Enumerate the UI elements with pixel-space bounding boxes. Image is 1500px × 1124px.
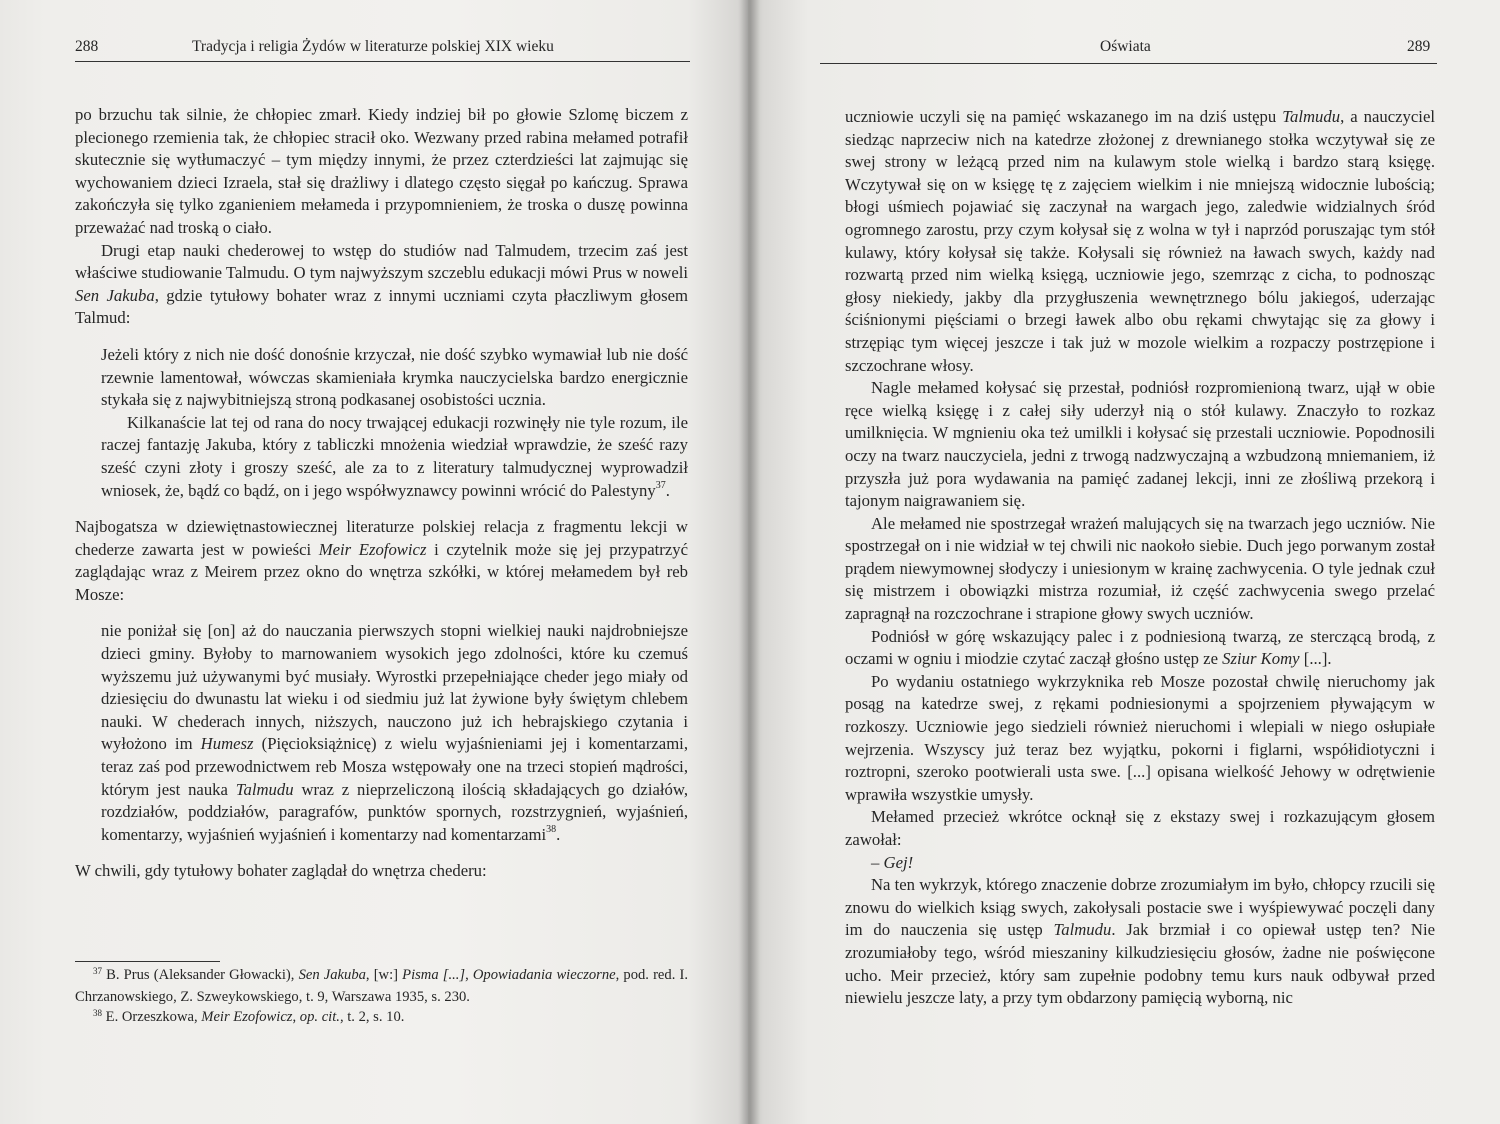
footnote-37: $^{37}$ B. Prus (Aleksander Głowacki), Sen Jakuba, [w:] Pisma [...], Opowiadania wieczorne, pod. red. I. Chrzanowskiego, Z. Szweykowskiego, t. 9, Warszawa 1935, s. 230. [75,966,688,1005]
left-header-rule [75,61,690,62]
left-paragraph: Jeżeli który z nich nie dość donośnie krzyczał, nie dość szybko wymawiał lub nie dość rzewnie lamentował, wówczas skamieniała krymka nauczycielska bardzo energicznie stykała się z najwybitniejszą stroną podkasanej osobistości ucznia. [101,344,688,410]
right-paragraph: Ale mełamed nie spostrzegał wrażeń malujących się na twarzach jego uczniów. Nie spostrzegał on i nie widział w tej chwili nic naokoło siebie. Duch jego porwanym został prądem niewymownej słodyczy i uniesionym w krainę zachwycenia. O tyle jednak czuł się mistrzem i obowiązki mistrza rozumiał, iż część zachwycenia swego przelać zapragnął na rozczochrane i strapione głowy swych uczniów. [845,513,1435,624]
right-paragraph: Po wydaniu ostatniego wykrzyknika reb Mosze pozostał chwilę nieruchomy jak posąg na katedrze swej, z rękami podniesionymi a spojrzeniem pływającym w rozkoszy. Uczniowie jego siedzieli również nieruchomi i wlepiali w niego osłupiałe wejrzenia. Wszyscy już teraz bez wyjątku, pokorni i figlarni, współidiotyczni i roztropni, szeroko pootwierali usta swe. [...] opisana wielkość Jehowy w odrętwienie wprawiła wszystkie umysły. [845,671,1435,804]
left-body-text [75,104,688,883]
footnote-number: 38 [93,1008,102,1018]
right-paragraph: Na ten wykrzyk, którego znaczenie dobrze zrozumiałym im było, chłopcy rzucili się znowu do wielkich ksiąg swych, zakołysali postacie swe i wyśpiewywać poczęli dany im do nauczenia się ustęp Talmudu. Jak brzmiał i co opiewał ustęp ten? Nie zrozumiałoby tego, wśród mieszaniny kilkudziesięciu głosów, żadne nie poświęcone ucho. Meir przecież, który sam zupełnie podobny temu kurs nauk odbywał przed niewielu jeszcze laty, a przy tym obdarzony pamięcią wyborną, nic [845,875,1435,1008]
footnote-38: $^{38}$ E. Orzeszkowa, Meir Ezofowicz, op. cit., t. 2, s. 10. [93,1008,405,1025]
right-paragraph: Nagle mełamed kołysać się przestał, podniósł rozpromienioną twarz, ujął w obie ręce wielką księgę i z całej siły uderzył nią o stół kulawy. Znaczyło to rozkaz umilknięcia. W mgnieniu oka też umilkli i kołysać się przestali uczniowie. Popodnosili oczy na twarz nauczyciela, jedni z trwogą nadzwyczajną a wzbudzoną mniemaniem, iż przyszła już pora wydawania na pamięć zadanej lekcji, inni ze złośliwą przekorą i tajonym naigrawaniem się. [845,378,1435,511]
footnote-rule [75,961,220,962]
left-paragraph: Drugi etap nauki chederowej to wstęp do studiów nad Talmudem, trzecim zaś jest właściwe studiowanie Talmudu. O tym najwyższym szczeblu edukacji mówi Prus w noweli Sen Jakuba, gdzie tytułowy bohater wraz z innymi uczniami czyta płaczliwym głosem Talmud: [75,240,688,328]
right-paragraph: Podniósł w górę wskazujący palec i z podniesioną twarzą, ze sterczącą brodą, z oczami w ogniu i miodzie czytać zaczął głośno ustęp ze Sziur Komy [...]. [845,626,1435,669]
book-gutter-shadow [738,0,760,1124]
left-paragraph: nie poniżał się [on] aż do nauczania pierwszych stopni wielkiej nauki najdrobniejsze dzieci gminy. Byłoby to marnowaniem wysokich jego zdolności, które ku czemuś wyższemu już używanymi być musiały. Wyrostki przepełniające cheder jego miały od dziesięciu do dwunastu lat wieku i od siedmiu już lat żywione były świętym chlebem nauki. W chederach innych, niższych, nauczono już ich hebrajskiego czytania i wyłożono im Humesz (Pięcioksiążnicę) z wielu wyjaśnieniami jej i komentarzami, teraz zaś pod przewodnictwem reb Mosza wstępowały one na trzeci stopień mądrości, którym jest nauka Talmudu wraz z nieprzeliczoną ilością składających go działów, rozdziałów, poddziałów, paragrafów, punktów spornych, rozstrzygnień, wyjaśnień, komentarzy, wyjaśnień wyjaśnień i komentarzy nad komentarzami$^{38}$. [101,621,688,844]
right-header-rule [820,63,1437,64]
left-paragraph: Najbogatsza w dziewiętnastowiecznej literaturze polskiej relacja z fragmentu lekcji w chederze zawarta jest w powieści Meir Ezofowicz i czytelnik może się jej przypatrzyć zaglądając wraz z Meirem przez okno do wnętrza szkółki, w której mełamedem był reb Mosze: [75,517,689,604]
left-paragraph: W chwili, gdy tytułowy bohater zaglądał do wnętrza chederu: [75,861,487,881]
left-paragraph: po brzuchu tak silnie, że chłopiec zmarł. Kiedy indziej bił po głowie Szlomę biczem z plecionego rzemienia tak, że chłopiec stracił oko. Wezwany przed rabina mełamed potrafił skutecznie się wytłumaczyć – tym między innymi, że przez czterdzieści lat zajmując się wychowaniem dzieci Izraela, stał się drażliwy i dlatego często sięgał po kańczug. Sprawa zakończyła się tylko zganieniem mełameda i przypomnieniem, że troska o duszę powinna przeważać nad troską o ciało. [75,105,688,237]
right-body-text [845,106,1435,1010]
right-paragraph: uczniowie uczyli się na pamięć wskazanego im na dziś ustępu Talmudu, a nauczyciel siedząc naprzeciw nich na katedrze złożonej z drewnianego stołka wczytywał się ze swej strony w leżącą przed nim na kulawym stole wielką i bardzo starą księgę. Wczytywał się on w księgę tę z zajęciem wielkim i nie mniejszą widocznie lubością; błogi uśmiech pojawiać się zaczynał na wargach jego, zaledwie widzialnych śród ogromnego zarostu, przy czym kołysał się z wolna w tył i naprzód poruszając tym stół kulawy, który kołysał się także. Kołysali się również na ławach swych, każdy nad rozwartą przed nim wielką księgą, uczniowie jego, szemrząc z cicha, to podnosząc głosy niekiedy, jakby dla przygłuszenia wewnętrznego bólu jakiegoś, uderzając ściśnionymi pięściami o brzegi ławek albo obu rękami chwytając się za głowy i strzępiąc tym więcej jeszcze i tak już w mozole wielkim a rozpaczy postrzępione i szczochrane włosy. [845,107,1435,375]
left-page-number: 288 [75,38,99,55]
left-page [0,0,748,1124]
right-page-number: 289 [1407,38,1431,55]
right-paragraph: Mełamed przecież wkrótce ocknął się z ekstazy swej i rozkazującym głosem zawołał: [845,807,1435,849]
left-paragraph: Kilkanaście lat tej od rana do nocy trwającej edukacji rozwinęły nie tyle rozum, ile raczej fantazję Jakuba, który z tabliczki mnożenia wiedział wprawdzie, że sześć razy sześć czyni złoty i groszy sześć, ale za to z literatury talmudycznej wyprowadził wniosek, że, bądź co bądź, on i jego współwyznawcy powinni wrócić do Palestyny$^{37}$. [101,412,688,500]
right-running-title: Oświata [1100,38,1151,55]
left-running-title: Tradycja i religia Żydów w literaturze polskiej XIX wieku [192,38,554,55]
footnotes [75,965,688,1029]
right-paragraph: – Gej! [871,852,914,872]
footnote-number: 37 [93,966,102,976]
right-page [748,0,1500,1124]
